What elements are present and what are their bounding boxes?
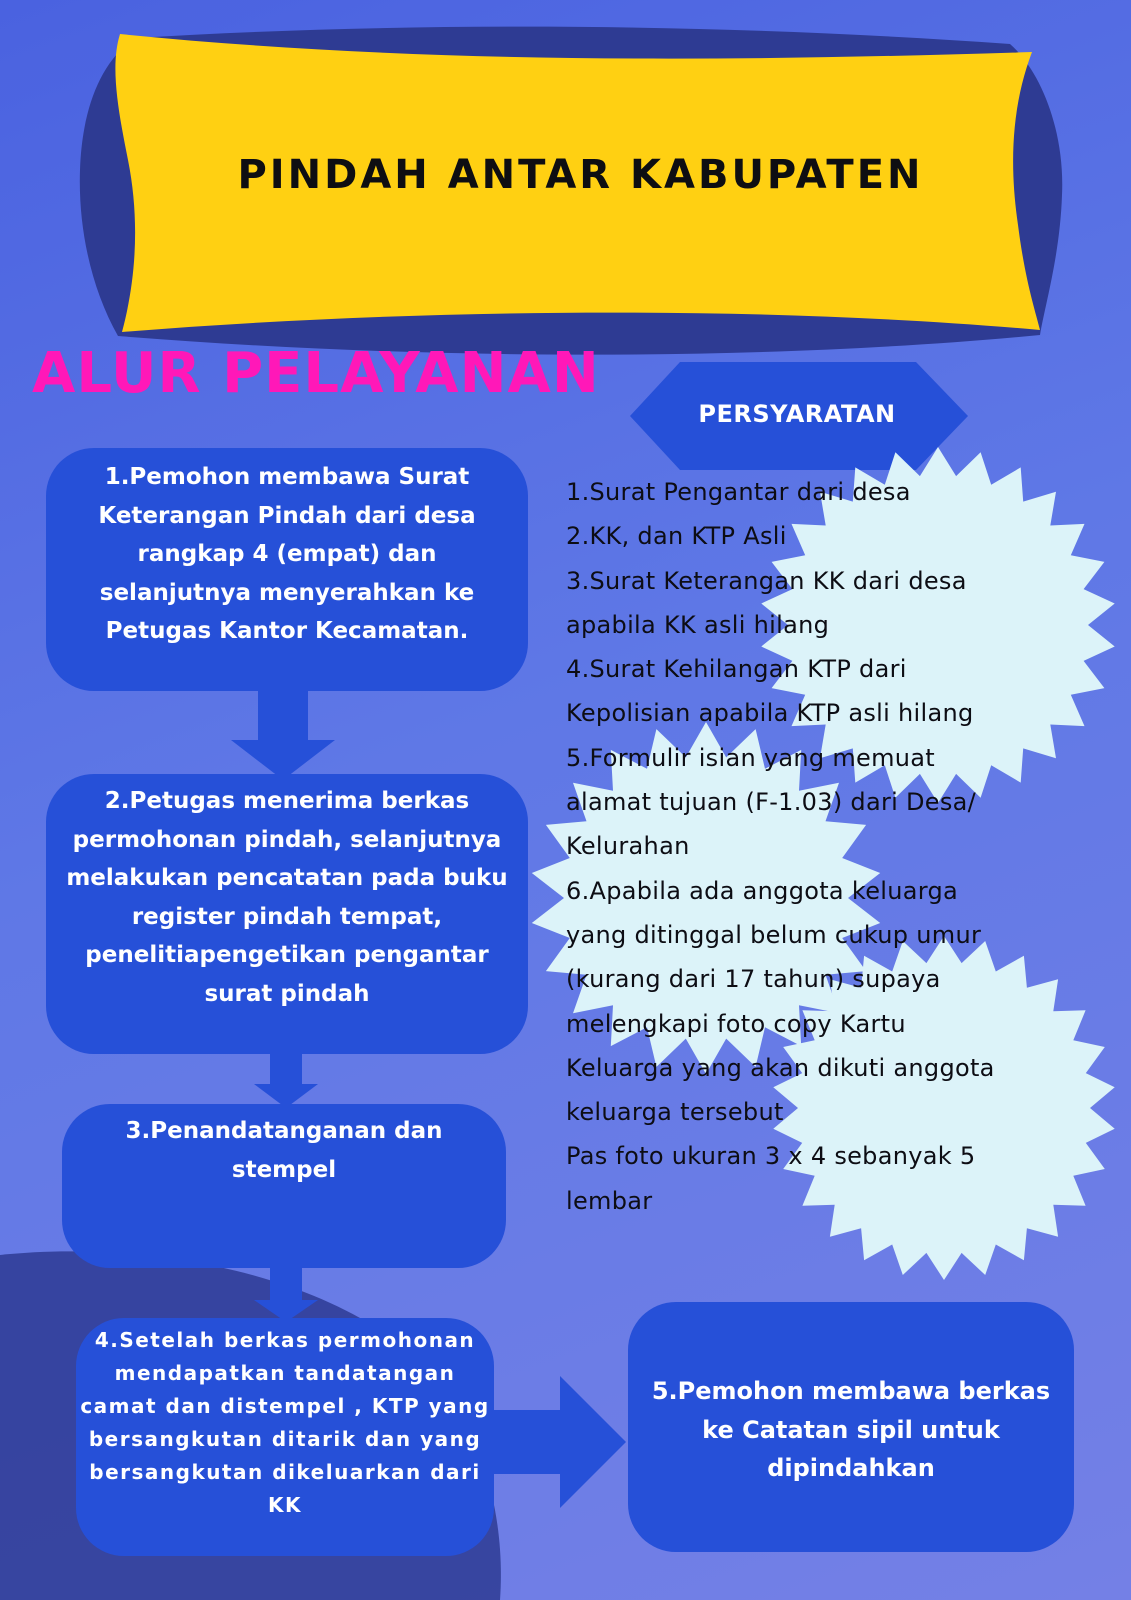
arrow-1-to-2 [231,688,335,780]
step-5-box [628,1302,1074,1552]
step-1-box [46,448,528,691]
requirement-line: 4.Surat Kehilangan KTP dari [566,655,907,684]
requirement-line: Kelurahan [566,832,690,861]
step-3-box [62,1104,506,1268]
section-heading: ALUR PELAYANAN [32,341,600,406]
requirement-line: melengkapi foto copy Kartu [566,1009,906,1038]
step-2-box [46,774,528,1054]
step-4-box [76,1318,494,1556]
requirement-line: Keluarga yang akan dikuti anggota [566,1053,995,1082]
requirement-line: 5.Formulir isian yang memuat [566,743,936,772]
requirement-line: 3.Surat Keterangan KK dari desa [566,566,967,595]
requirement-line: lembar [566,1186,653,1215]
requirement-line: 6.Apabila ada anggota keluarga [566,876,959,905]
step-2-text: 2.Petugas menerima berkas permohonan pindah, selanjutnya melakukan pencatatan pada buku register pindah tempat, penelitiapengetikan pengantar surat pindah [66,788,508,1007]
requirement-line: Pas foto ukuran 3 x 4 sebanyak 5 [566,1142,976,1171]
requirement-line: (kurang dari 17 tahun) supaya [566,965,941,994]
requirement-line: alamat tujuan (F-1.03) dari Desa/ [566,788,977,817]
requirements-heading: PERSYARATAN [698,400,896,428]
requirement-line: 2.KK, dan KTP Asli [566,522,787,551]
requirement-line: keluarga tersebut [566,1098,784,1127]
requirement-line: yang ditinggal belum cukup umur [566,920,982,949]
arrow-2-to-3 [254,1052,318,1108]
requirement-line: Kepolisian apabila KTP asli hilang [566,699,974,728]
arrow-4-to-5 [490,1376,626,1508]
step-1-text: 1.Pemohon membawa Surat Keterangan Pindah dari desa rangkap 4 (empat) dan selanjutnya menyerahkan ke Petugas Kantor Kecamatan. [98,464,476,644]
requirement-line: apabila KK asli hilang [566,610,830,639]
step-5-text: 5.Pemohon membawa berkas ke Catatan sipil untuk dipindahkan [651,1377,1051,1482]
step-4-text: 4.Setelah berkas permohonan mendapatkan tandatangan camat dan distempel , KTP yang bersangkutan ditarik dan yang bersangkutan dikeluarkan dari KK [80,1328,490,1517]
page-title: PINDAH ANTAR KABUPATEN [237,152,924,198]
requirement-line: 1.Surat Pengantar dari desa [566,478,911,506]
requirements-list [566,470,1086,1223]
step-3-text: 3.Penandatanganan dan stempel [125,1118,443,1183]
